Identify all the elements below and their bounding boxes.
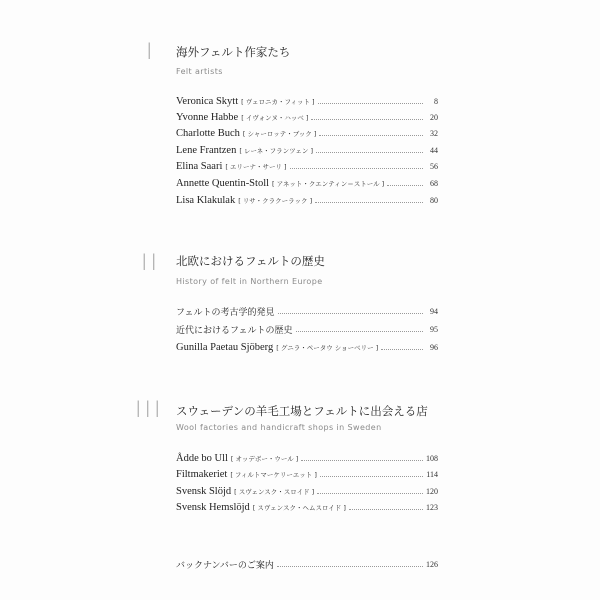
- dot-leader: [319, 134, 423, 136]
- dot-leader: [387, 184, 423, 186]
- entry-page: 123: [426, 502, 438, 512]
- entry-page: 96: [430, 342, 438, 352]
- section-1-title: 海外フェルト作家たち: [176, 45, 291, 59]
- entry-kana: [ アネット・クエンティン＝ストール ]: [272, 179, 385, 188]
- entry-name: Annette Quentin-Stoll: [176, 177, 270, 189]
- entry-name: Filtmakeriet: [176, 468, 228, 480]
- dot-leader: [301, 459, 423, 461]
- section-2-numeral: II: [141, 251, 160, 276]
- section-3-numeral: III: [135, 398, 164, 423]
- entry-name: バックナンバーのご案内: [176, 560, 274, 571]
- entry-name: Lisa Klakulak: [176, 194, 236, 206]
- entry-kana: [ イヴォンヌ・ハッベ ]: [241, 113, 309, 122]
- dot-leader: [316, 151, 423, 153]
- toc-entry[interactable]: [176, 143, 438, 157]
- toc-entry[interactable]: [176, 126, 438, 140]
- dot-leader: [296, 330, 423, 332]
- toc-entry[interactable]: [176, 340, 438, 354]
- entry-kana: [ レーネ・フランツェン ]: [239, 146, 313, 155]
- toc-entry[interactable]: [176, 304, 438, 318]
- toc-entry[interactable]: [176, 94, 438, 108]
- entry-page: 68: [430, 178, 438, 188]
- toc-entry[interactable]: [176, 176, 438, 190]
- dot-leader: [320, 475, 423, 477]
- entry-name: Elina Saari: [176, 160, 223, 172]
- section-3-title: スウェーデンの羊毛工場とフェルトに出会える店: [176, 404, 428, 418]
- toc-entry[interactable]: [176, 451, 438, 465]
- entry-kana: [ オッデボー・ウール ]: [230, 454, 299, 463]
- entry-name: 近代におけるフェルトの歴史: [176, 325, 293, 336]
- toc-entry[interactable]: [176, 193, 438, 207]
- entry-name: フェルトの考古学的発見: [176, 307, 275, 318]
- entry-kana: [ ヴェロニカ・フィット ]: [241, 97, 315, 106]
- dot-leader: [315, 201, 423, 203]
- toc-entry[interactable]: [176, 484, 438, 498]
- entry-page: 20: [430, 112, 438, 122]
- entry-kana: [ シャーロッテ・ブック ]: [242, 129, 317, 138]
- dot-leader: [318, 102, 423, 104]
- section-2-subtitle: History of felt in Northern Europe: [176, 277, 323, 286]
- dot-leader: [349, 508, 423, 510]
- entry-page: 32: [430, 128, 438, 138]
- entry-page: 126: [426, 559, 438, 569]
- dot-leader: [290, 167, 423, 169]
- entry-page: 114: [426, 469, 438, 479]
- entry-page: 94: [430, 306, 438, 316]
- entry-kana: [ フィルトマーケリーエット ]: [230, 470, 317, 479]
- toc-entry[interactable]: [176, 500, 438, 514]
- toc-entry-back-issues[interactable]: [176, 557, 438, 571]
- section-3-subtitle: Wool factories and handicraft shops in Sweden: [176, 423, 382, 432]
- dot-leader: [277, 565, 423, 567]
- dot-leader: [317, 492, 423, 494]
- dot-leader: [381, 348, 423, 350]
- entry-kana: [ スヴェンスク・スロイド ]: [234, 487, 315, 496]
- entry-page: 120: [426, 486, 438, 496]
- toc-entry[interactable]: [176, 159, 438, 173]
- section-1-numeral: I: [146, 40, 156, 65]
- dot-leader: [311, 118, 423, 120]
- entry-name: Svensk Slöjd: [176, 485, 232, 497]
- entry-page: 44: [430, 145, 438, 155]
- entry-kana: [ リサ・クラクーラック ]: [238, 196, 313, 205]
- entry-page: 95: [430, 324, 438, 334]
- toc-entry[interactable]: [176, 322, 438, 336]
- dot-leader: [278, 312, 423, 314]
- toc-entry[interactable]: [176, 467, 438, 481]
- entry-name: Veronica Skytt: [176, 95, 239, 107]
- entry-page: 56: [430, 161, 438, 171]
- entry-kana: [ エリーナ・サーリ ]: [225, 162, 287, 171]
- entry-page: 80: [430, 195, 438, 205]
- section-1-subtitle: Felt artists: [176, 67, 223, 76]
- entry-page: 8: [434, 96, 438, 106]
- toc-entry[interactable]: [176, 110, 438, 124]
- entry-name: Ådde bo Ull: [176, 452, 228, 464]
- entry-kana: [ グニラ・ペータウ ショーベリー ]: [276, 343, 379, 352]
- entry-name: Svensk Hemslöjd: [176, 501, 250, 513]
- entry-name: Charlotte Buch: [176, 127, 240, 139]
- entry-page: 108: [426, 453, 438, 463]
- entry-name: Gunilla Paetau Sjöberg: [176, 341, 274, 353]
- entry-kana: [ スヴェンスク・ヘムスロイド ]: [252, 503, 346, 512]
- entry-name: Yvonne Habbe: [176, 111, 239, 123]
- section-2-title: 北欧におけるフェルトの歴史: [176, 254, 325, 268]
- entry-name: Lene Frantzen: [176, 144, 237, 156]
